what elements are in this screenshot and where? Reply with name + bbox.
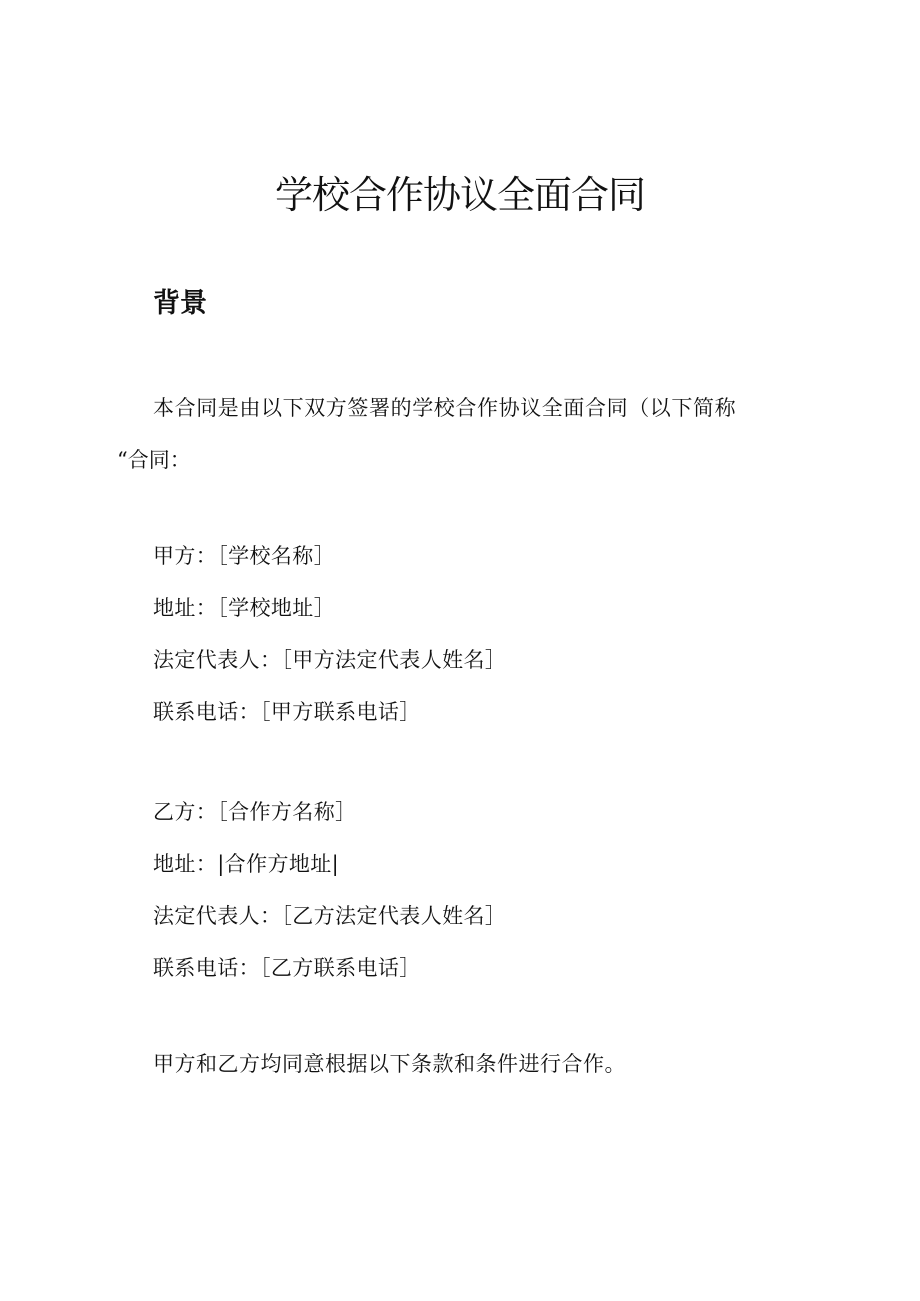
party-a-legal-representative: 法定代表人：［甲方法定代表人姓名］: [153, 648, 507, 672]
intro-paragraph-line-1: 本合同是由以下双方签署的学校合作协议全面合同（以下简称: [153, 396, 737, 420]
agreement-statement: 甲方和乙方均同意根据以下条款和条件进行合作。: [153, 1052, 626, 1076]
party-b-phone: 联系电话：［乙方联系电话］: [153, 956, 421, 980]
party-a-address: 地址：［学校地址］: [153, 596, 336, 620]
intro-paragraph-line-2: “合同：: [117, 448, 191, 472]
party-b-address: 地址：|合作方地址|: [153, 852, 340, 876]
party-b-legal-representative: 法定代表人：［乙方法定代表人姓名］: [153, 904, 507, 928]
section-heading-background: 背景: [153, 288, 207, 319]
party-a-name: 甲方：［学校名称］: [153, 544, 336, 568]
document-title: 学校合作协议全面合同: [274, 173, 645, 217]
party-b-name: 乙方：［合作方名称］: [153, 800, 357, 824]
party-a-phone: 联系电话：［甲方联系电话］: [153, 700, 421, 724]
